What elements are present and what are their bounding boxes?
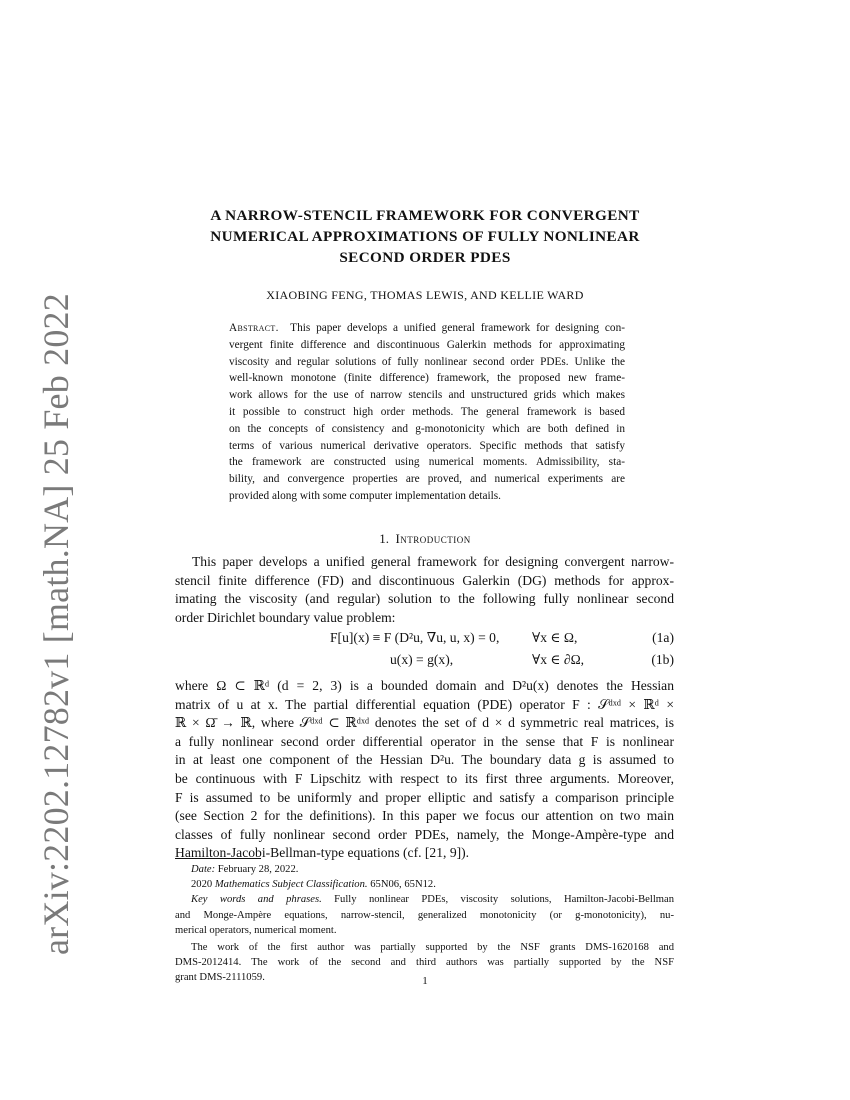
footnote-support-line: DMS-2012414. The work of the second and third authors was partially supported by the NSF bbox=[175, 957, 674, 969]
abstract-line: vergent finite difference and discontinuous Galerkin methods for approximating bbox=[229, 338, 625, 351]
paper-title bbox=[175, 205, 675, 268]
body-line: a fully nonlinear second order differential operator in the sense that F is nonlinear bbox=[175, 733, 674, 749]
abstract-line: on the concepts of consistency and g-monotonicity which are both defined in bbox=[229, 422, 625, 435]
equation-1b-lhs: u(x) = g(x), bbox=[390, 652, 454, 667]
title-line-2: NUMERICAL APPROXIMATIONS OF FULLY NONLINEAR bbox=[210, 228, 640, 245]
body-line: classes of fully nonlinear second order PDEs, namely, the Monge-Ampère-type and bbox=[175, 826, 674, 842]
abstract-line: bility, and convergence properties are proved, and numerical experiments are bbox=[229, 473, 625, 486]
title-line-1: A NARROW-STENCIL FRAMEWORK FOR CONVERGENT bbox=[210, 207, 640, 224]
body-line: This paper develops a unified general framework for designing convergent narrow- bbox=[192, 554, 674, 569]
abstract-label: Abstract. bbox=[229, 322, 279, 334]
footnotes bbox=[175, 862, 674, 986]
abstract-line: the framework are constructed using numerical moments. Admissibility, sta- bbox=[229, 456, 625, 469]
equation-1a-lhs: F[u](x) ≡ F (D²u, ∇u, u, x) = 0, bbox=[330, 630, 500, 645]
equation-1a-number: (1a) bbox=[652, 630, 674, 645]
footnote-keywords-line: and Monge-Ampère equations, narrow-stencil, generalized monotonicity (or g-monotonicity), nu- bbox=[175, 909, 674, 921]
footnote-date: Date: February 28, 2022. bbox=[191, 864, 299, 875]
body-line: F is assumed to be uniformly and proper elliptic and satisfy a comparison principle bbox=[175, 789, 674, 805]
body-line: (see Section 2 for the definitions). In this paper we focus our attention on two main bbox=[175, 808, 674, 824]
section-number: 1. bbox=[379, 531, 389, 546]
body-line: Hamilton-Jacobi-Bellman-type equations (cf. [21, 9]). bbox=[175, 845, 470, 861]
equation-1b-condition: ∀x ∈ ∂Ω, bbox=[532, 652, 585, 667]
footnote-keywords: Key words and phrases. Fully nonlinear PDEs, viscosity solutions, Hamilton-Jacobi-Bellman bbox=[191, 894, 674, 906]
body-line: ℝ × Ω̄ → ℝ, where 𝒮ᵈˣᵈ ⊂ ℝᵈˣᵈ denotes the set of d × d symmetric real matrices, is bbox=[175, 715, 674, 731]
section-title: Introduction bbox=[395, 531, 471, 546]
page-number: 1 bbox=[422, 975, 428, 987]
body-line: where Ω ⊂ ℝᵈ (d = 2, 3) is a bounded domain and D²u(x) denotes the Hessian bbox=[175, 678, 674, 693]
footnote-msc: 2020 Mathematics Subject Classification. 65N06, 65N12. bbox=[191, 879, 436, 891]
section-heading bbox=[175, 531, 675, 547]
abstract-line: provided along with some computer implementation details. bbox=[229, 489, 502, 502]
equation-1b-number: (1b) bbox=[651, 652, 674, 667]
body-line: matrix of u at x. The partial differential equation (PDE) operator F : 𝒮ᵈˣᵈ × ℝᵈ × bbox=[175, 696, 674, 712]
abstract-line: viscosity and regular solutions of fully nonlinear second order PDEs. Unlike the bbox=[229, 355, 625, 368]
equation-1a-condition: ∀x ∈ Ω, bbox=[532, 630, 578, 645]
body-line: stencil finite difference (FD) and discontinuous Galerkin (DG) methods for approx- bbox=[175, 572, 674, 588]
title-line-3: SECOND ORDER PDES bbox=[339, 249, 511, 266]
intro-paragraph-1 bbox=[175, 553, 674, 627]
body-line: be continuous with F Lipschitz with respect to its first three arguments. Moreover, bbox=[175, 770, 674, 786]
body-line: order Dirichlet boundary value problem: bbox=[175, 609, 396, 625]
footnote-keywords-line: merical operators, numerical moment. bbox=[175, 924, 337, 936]
body-line: in at least one component of the Hessian D²u. The boundary data g is assumed to bbox=[175, 752, 674, 768]
abstract-line: work allows for the use of narrow stencils and unstructured grids which makes bbox=[229, 389, 625, 402]
abstract-line: well-known monotone (finite difference) framework, the proposed new frame- bbox=[229, 372, 625, 385]
author-list: XIAOBING FENG, THOMAS LEWIS, AND KELLIE WARD bbox=[266, 288, 584, 302]
abstract-line: terms of various numerical derivative operators. Specific methods that satisfy bbox=[229, 439, 625, 452]
intro-paragraph-2 bbox=[175, 677, 674, 863]
footnote-support-line: The work of the first author was partially supported by the NSF grants DMS-1620168 and bbox=[191, 942, 674, 954]
abstract-line: it possible to construct high order methods. The general framework is based bbox=[229, 405, 625, 418]
footnote-rule bbox=[175, 858, 261, 859]
arxiv-side-stamp: arXiv:2202.12782v1 [math.NA] 25 Feb 2022 bbox=[36, 293, 76, 955]
abstract-line: Abstract. This paper develops a unified general framework for designing con- bbox=[229, 322, 625, 334]
abstract bbox=[229, 320, 625, 505]
body-line: imating the viscosity (and regular) solution to the following fully nonlinear second bbox=[175, 591, 674, 607]
footnote-support-line: grant DMS-2111059. bbox=[175, 972, 265, 984]
